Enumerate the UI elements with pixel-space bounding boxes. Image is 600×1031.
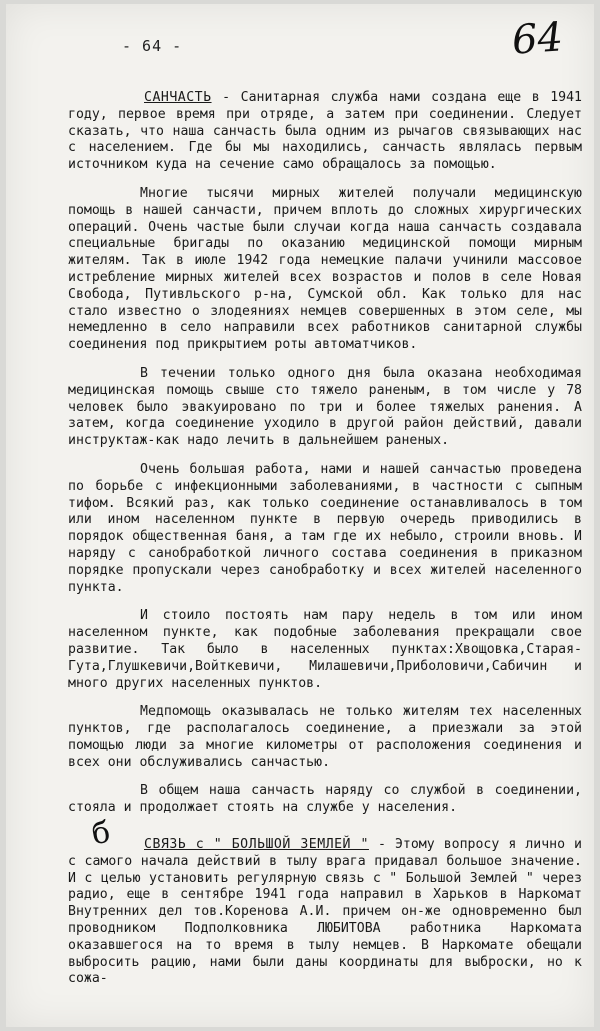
- paragraph-sanchast: [68, 90, 582, 174]
- paragraph-svyaz: [68, 837, 582, 988]
- page-number: - 64 -: [122, 37, 183, 55]
- heading-svyaz: СВЯЗЬ с " БОЛЬШОЙ ЗЕМЛЕЙ ": [144, 837, 369, 853]
- paragraph: [68, 704, 582, 771]
- paragraph: [68, 783, 582, 817]
- handwritten-mark: б: [89, 814, 113, 853]
- document-body: [68, 90, 582, 1000]
- paragraph: [68, 366, 582, 450]
- paragraph: [68, 608, 582, 692]
- paragraph-text: Очень большая работа, нами и нашей санчастью проведена по борьбе с инфекционными заболеваниями, в частности с сыпным тифом. Всякий раз, как только соединение останавливалось в том или ином населенном пункте в первую очередь приводились в порядок общественная баня, а там где их небыло, строили вновь. И наряду с санобработкой личного состава соединения в приказном порядке пропускали через санобработку и всех жителей населенного пункта.: [68, 461, 582, 595]
- paragraph-text: Медпомощь оказывалась не только жителям тех населенных пунктов, где располагалось соединение, а приезжали за этой помощью люди за многие километры от расположения соединения и всех они обслуживались санчастью.: [68, 704, 582, 770]
- document-page: [6, 4, 594, 1027]
- paragraph-text: И стоило постоять нам пару недель в том или ином населенном пункте, как подобные заболевания прекращали свое развитие. Так было в населенных пунктах:Хвощовка,Старая-Гута,Глушкевичи,Войткевичи, Милашевичи,Приболовичи,Сабичин и много других населенных пунктов.: [68, 608, 582, 691]
- paragraph-text: Многие тысячи мирных жителей получали медицинскую помощь в нашей санчасти, причем вплоть до сложных хирургических операций. Очень частые были случаи когда наша санчасть создавала специальные бригады по оказанию медицинской помощи мирным жителям. Так в июле 1942 года немецкие палачи учинили массовое истребление мирных жителей всех возрастов и полов в селе Новая Свобода, Путивльского р-на, Сумской обл. Как только для нас стало известно о злодеяниях немцев совершенных в этом селе, мы немедленно в село направили всех работников санитарной службы соединения под прикрытием роты автоматчиков.: [68, 185, 582, 353]
- paragraph-text: - Санитарная служба нами создана еще в 1941 году, первое время при отряде, а затем при соединении. Следует сказать, что наша санчасть была одним из рычагов связывающих нас с населением. Где бы мы находились, санчасть являлась первым источником куда на сечение само обращалось за помощью.: [68, 90, 582, 173]
- paragraph-text: В течении только одного дня была оказана необходимая медицинская помощь свыше сто тяжело раненым, в том числе у 78 человек было эвакуировано по три и более тяжелых ранения. А затем, когда соединение уходило в другой район действий, давали инструктаж-как надо лечить в дальнейшем раненых.: [68, 365, 582, 449]
- heading-sanchast: САНЧАСТЬ: [144, 90, 212, 105]
- paragraph-text: - Этому вопросу я лично и с самого начала действий в тылу врага придавал большое значение. И с целью установить регулярную связь с " Большой Землей " через радио, еще в сентябре 1941 года направил в Харьков в Наркомат Внутренних дел тов.Коренова А.И. причем он-же одновременно был проводником Подполковника ЛЮБИТОВА работника Наркомата оказавшегося на то время в тылу немцев. В Наркомате обещали выбросить рацию, нами были даны координаты для выброски, но к сожа-: [68, 837, 582, 987]
- handwritten-page-number: 64: [510, 14, 565, 64]
- paragraph: [68, 462, 582, 596]
- paragraph: [68, 186, 582, 354]
- paragraph-text: В общем наша санчасть наряду со службой в соединении, стояла и продолжает стоять на службе у населения.: [68, 783, 582, 816]
